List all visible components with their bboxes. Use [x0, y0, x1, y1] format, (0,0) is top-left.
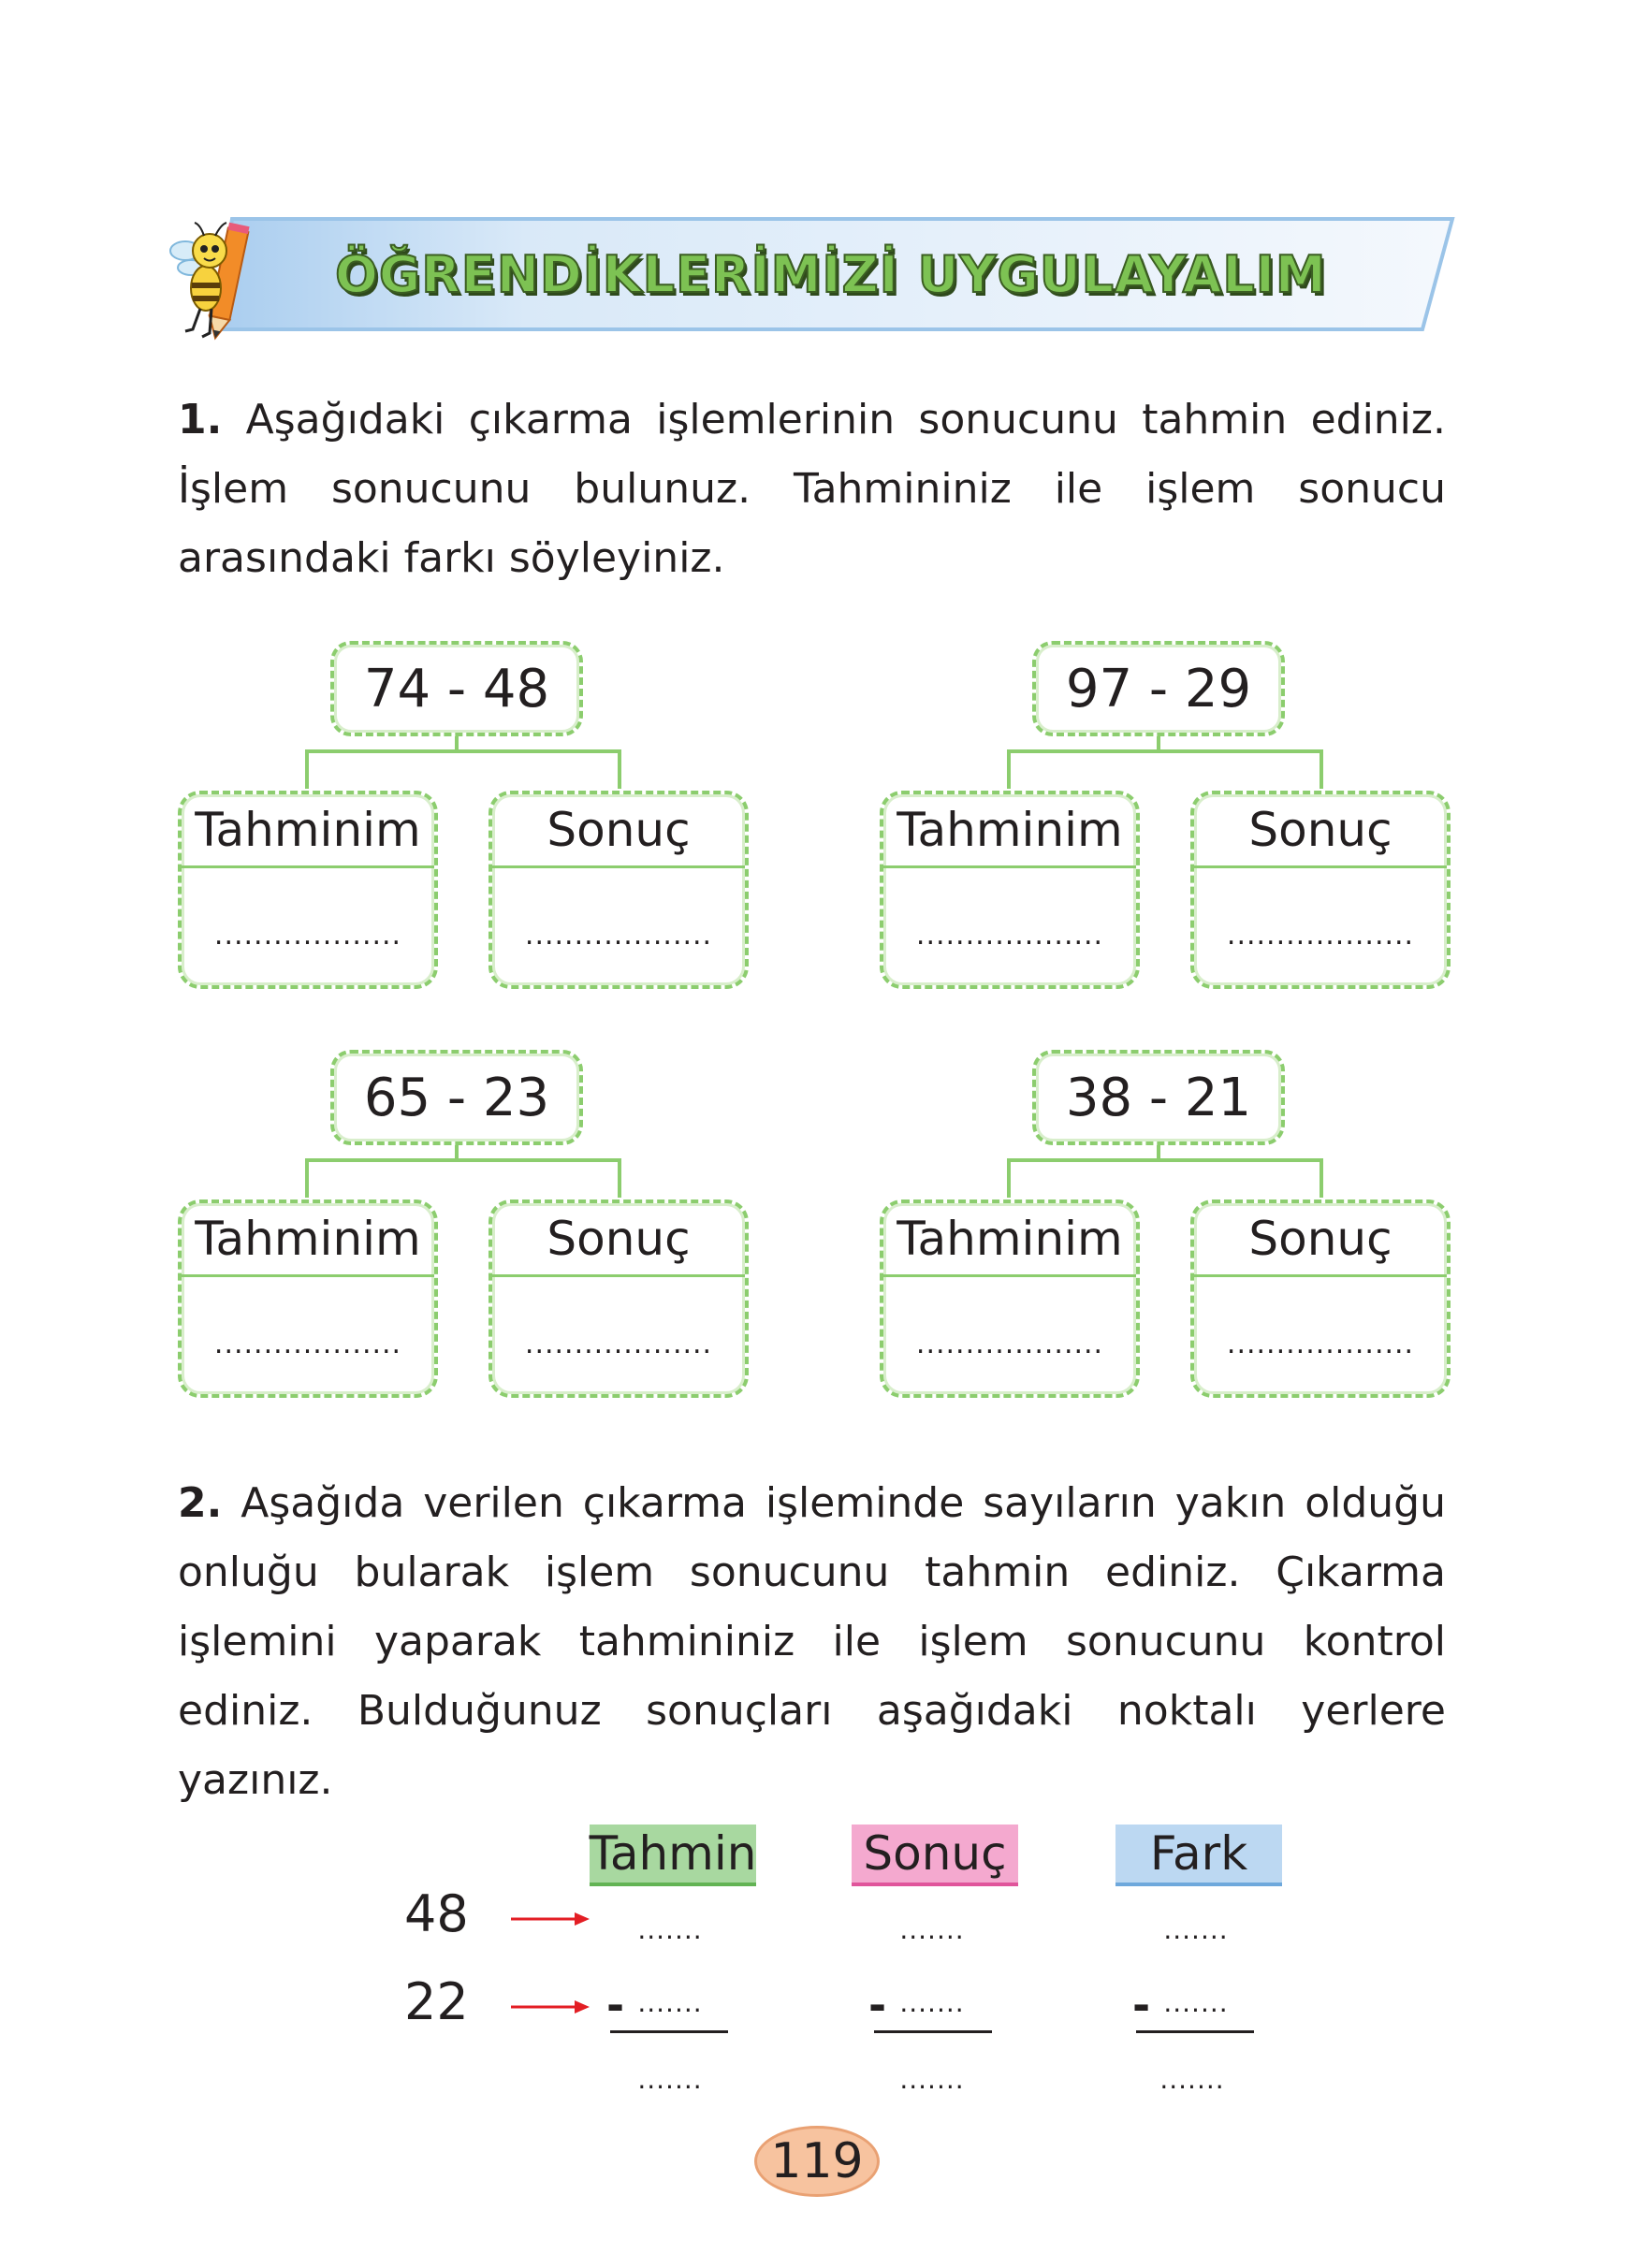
result-line [1136, 2030, 1254, 2033]
estimate-blank[interactable]: ................... [213, 1328, 402, 1360]
result-label: Sonuç [1194, 1203, 1447, 1277]
estimation-tree [178, 1050, 749, 1424]
exercise-2-number: 2. [178, 1479, 223, 1527]
column-header-tahmin: Tahmin [590, 1825, 756, 1886]
column-header-fark: Fark [1115, 1825, 1282, 1886]
estimate-label: Tahminim [182, 794, 434, 868]
section-title: ÖĞRENDİKLERİMİZİ UYGULAYALIM [335, 245, 1327, 304]
estimate-blank[interactable]: ................... [915, 919, 1104, 952]
result-label: Sonuç [1194, 794, 1447, 868]
estimate-box[interactable] [880, 791, 1140, 989]
sonuc-minuend-blank[interactable]: ....... [899, 1914, 965, 1945]
minus-sign: - [1132, 1980, 1151, 2030]
estimation-tree [880, 641, 1451, 1015]
estimate-blank[interactable]: ................... [213, 919, 402, 952]
estimate-label: Tahminim [182, 1203, 434, 1277]
minus-sign: - [606, 1980, 625, 2030]
exercise-2-instructions [178, 1469, 1446, 1815]
sonuc-subtrahend-blank[interactable]: ....... [899, 1987, 965, 2018]
minuend: 48 [404, 1884, 469, 1943]
exercise-1-number: 1. [178, 396, 223, 443]
operation-box: 97 - 29 [1032, 641, 1285, 736]
estimate-box[interactable] [178, 1199, 438, 1398]
estimate-label: Tahminim [883, 794, 1136, 868]
exercise-2-text: Aşağıda verilen çıkarma işleminde sayıların yakın olduğu onluğu bularak işlem sonucunu tahmin ediniz. Çıkarma işlemini yaparak tahmininiz ile işlem sonucunu kontrol ediniz. Bulduğunuz sonuçları aşağıdaki noktalı yerlere yazınız. [178, 1479, 1446, 1804]
operation-box: 38 - 21 [1032, 1050, 1285, 1145]
arrow-right-icon [511, 1997, 591, 2017]
fark-result-blank[interactable]: ....... [1159, 2064, 1225, 2095]
estimate-label: Tahminim [883, 1203, 1136, 1277]
result-line [874, 2030, 992, 2033]
column-header-sonuc: Sonuç [852, 1825, 1018, 1886]
tahmin-minuend-blank[interactable]: ....... [637, 1914, 703, 1945]
result-line [610, 2030, 728, 2033]
estimate-blank[interactable]: ................... [915, 1328, 1104, 1360]
tahmin-subtrahend-blank[interactable]: ....... [637, 1987, 703, 2018]
operation-box: 74 - 48 [330, 641, 583, 736]
fark-minuend-blank[interactable]: ....... [1163, 1914, 1229, 1945]
result-blank[interactable]: ................... [524, 1328, 713, 1360]
sonuc-result-blank[interactable]: ....... [899, 2064, 965, 2095]
result-box[interactable] [488, 791, 749, 989]
result-blank[interactable]: ................... [1226, 919, 1415, 952]
page-number: 119 [754, 2126, 880, 2197]
fark-subtrahend-blank[interactable]: ....... [1163, 1987, 1229, 2018]
arrow-right-icon [511, 1909, 591, 1929]
minus-sign: - [868, 1980, 887, 2030]
exercise-1-text: Aşağıdaki çıkarma işlemlerinin sonucunu tahmin ediniz. İşlem sonucunu bulunuz. Tahmininiz ile işlem sonucu arasındaki farkı söyleyiniz. [178, 396, 1446, 582]
result-blank[interactable]: ................... [524, 919, 713, 952]
estimate-box[interactable] [880, 1199, 1140, 1398]
result-box[interactable] [1190, 791, 1451, 989]
tahmin-result-blank[interactable]: ....... [637, 2064, 703, 2095]
result-box[interactable] [488, 1199, 749, 1398]
result-box[interactable] [1190, 1199, 1451, 1398]
estimation-tree [178, 641, 749, 1015]
exercise-1-instructions [178, 385, 1446, 593]
operation-box: 65 - 23 [330, 1050, 583, 1145]
estimation-tree [880, 1050, 1451, 1424]
result-blank[interactable]: ................... [1226, 1328, 1415, 1360]
subtrahend: 22 [404, 1972, 469, 2031]
bee-pencil-icon [168, 215, 271, 346]
result-label: Sonuç [492, 1203, 745, 1277]
estimate-box[interactable] [178, 791, 438, 989]
result-label: Sonuç [492, 794, 745, 868]
